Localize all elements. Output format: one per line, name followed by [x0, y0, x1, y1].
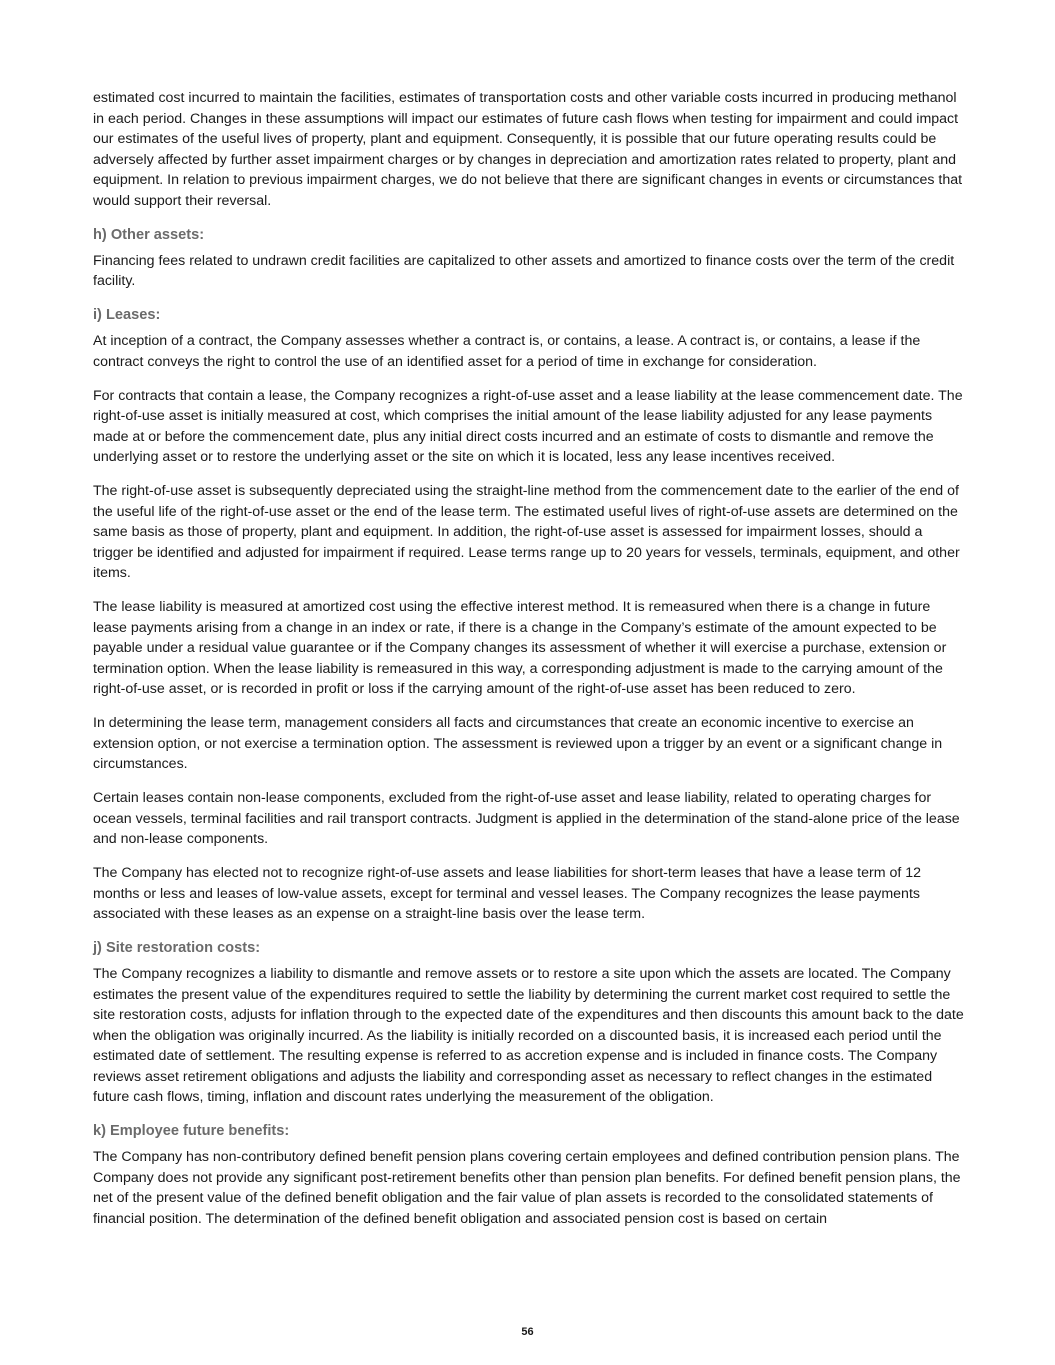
section-heading-site-restoration: j) Site restoration costs: — [93, 940, 261, 956]
paragraph-leases-recognition: For contracts that contain a lease, the Company recognizes a right-of-use asset and a lease liability at the lease commencement date. The right-of-use asset is initially measured at cost, which comprises the initial amount of the lease liability adjusted for any lease payments made at or before the commencement date, plus any initial direct costs incurred and an estimate of costs to dismantle and remove the underlying asset or to restore the underlying asset or the site on which it is located, less any lease incentives received. — [93, 387, 963, 465]
paragraph-site-restoration: The Company recognizes a liability to dismantle and remove assets or to restore a site upon which the assets are located. The Company estimates the present value of the expenditures required to settle the liability by determining the current market cost required to settle the site restoration costs, adjusts for inflation through to the expected date of the expenditures and then discounts this amount back to the date when the obligation was originally incurred. As the liability is initially recorded on a discounted basis, it is increased each period until the estimated date of settlement. The resulting expense is referred to as accretion expense and is included in finance costs. The Company reviews asset retirement obligations and adjusts the liability and corresponding asset as necessary to reflect changes in the estimated future cash flows, timing, inflation and discount rates underlying the measurement of the obligation. — [93, 966, 964, 1105]
section-heading-other-assets: h) Other assets: — [93, 226, 205, 243]
paragraph-leases-term: In determining the lease term, management considers all facts and circumstances that create an economic incentive to exercise an extension option, or not exercise a termination option. The assessment is reviewed upon a trigger by an event or a significant change in circumstances. — [93, 715, 943, 772]
paragraph-leases-liability: The lease liability is measured at amortized cost using the effective interest method. It is remeasured when there is a change in future lease payments arising from a change in an index or rate, if there is a change in the Company’s estimate of the amount expected to be payable under a residual value guarantee or if the Company changes its assessment of whether it will exercise a purchase, extension or termination option. When the lease liability is remeasured in this way, a corresponding adjustment is made to the carrying amount of the right-of-use asset, or is recorded in profit or loss if the carrying amount of the right-of-use asset has been reduced to zero. — [93, 599, 947, 697]
page-number: 56 — [521, 1326, 534, 1338]
section-heading-employee-benefits: k) Employee future benefits: — [93, 1123, 290, 1139]
paragraph-employee-benefits: The Company has non-contributory defined benefit pension plans covering certain employees and defined contribution pension plans. The Company does not provide any significant post-retirement benefits other than pension plan benefits. For defined benefit pension plans, the net of the present value of the defined benefit obligation and the fair value of plan assets is recorded to the consolidated statements of financial position. The determination of the defined benefit obligation and associated pension cost is based on certain — [93, 1149, 961, 1227]
paragraph-leases-depreciation: The right-of-use asset is subsequently depreciated using the straight-line method from the commencement date to the earlier of the end of the useful life of the right-of-use asset or the end of the lease term. The estimated useful lives of right-of-use assets are determined on the same basis as those of property, plant and equipment. In addition, the right-of-use asset is assessed for impairment losses, should a trigger be identified and adjusted for impairment if required. Lease terms range up to 20 years for vessels, terminals, equipment, and other items. — [93, 483, 960, 581]
section-heading-leases: i) Leases: — [93, 307, 161, 323]
paragraph-other-assets: Financing fees related to undrawn credit facilities are capitalized to other assets and amortized to finance costs over the term of the credit facility. — [93, 252, 955, 289]
paragraph-leases-non-lease-components: Certain leases contain non-lease components, excluded from the right-of-use asset and lease liability, related to operating charges for ocean vessels, terminal facilities and rail transport contracts. Judgment is applied in the determination of the stand-alone price of the lease and non-lease components. — [93, 790, 960, 847]
document-body — [93, 88, 965, 1243]
paragraph-leases-inception: At inception of a contract, the Company assesses whether a contract is, or contains, a lease. A contract is, or contains, a lease if the contract conveys the right to control the use of an identified asset for a period of time in exchange for consideration. — [93, 333, 921, 370]
paragraph-impairment-continued: estimated cost incurred to maintain the facilities, estimates of transportation costs and other variable costs incurred in producing methanol in each period. Changes in these assumptions will impact our estimates of future cash flows when testing for impairment and could impact our estimates of the useful lives of property, plant and equipment. Consequently, it is possible that our future operating results could be adversely affected by further asset impairment charges or by changes in depreciation and amortization rates related to property, plant and equipment. In relation to previous impairment charges, we do not believe that there are significant changes in events or circumstances that would support their reversal. — [93, 90, 963, 209]
paragraph-leases-short-term: The Company has elected not to recognize right-of-use assets and lease liabilities for short-term leases that have a lease term of 12 months or less and leases of low-value assets, except for terminal and vessel leases. The Company recognizes the lease payments associated with these leases as an expense on a straight-line basis over the lease term. — [93, 865, 922, 922]
